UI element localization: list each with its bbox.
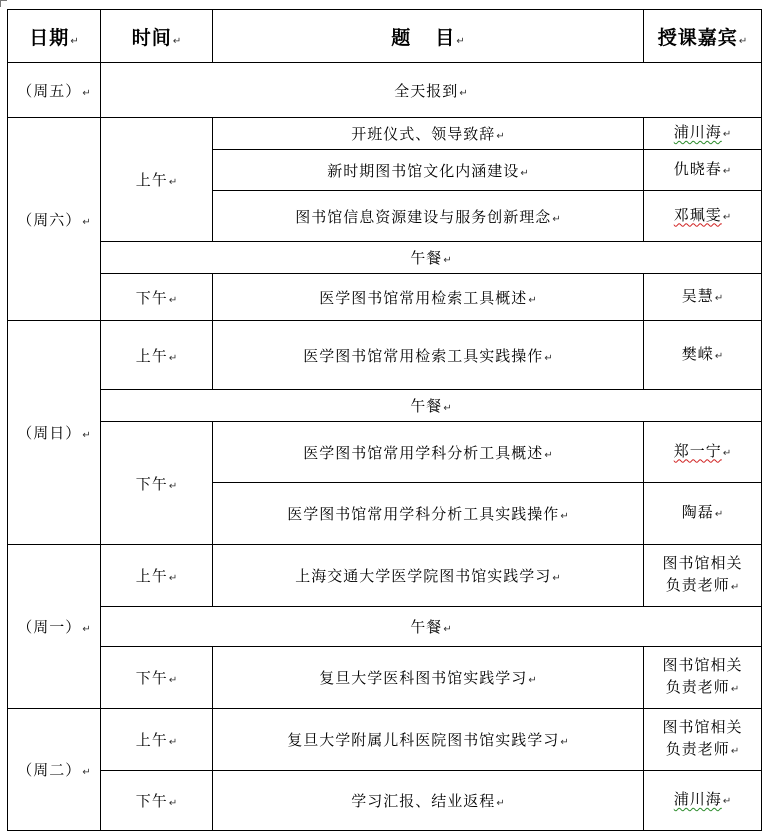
lecturer-cell: 樊嵘↵ [644, 321, 762, 390]
lecturer-cell: 图书馆相关 负责老师↵ [644, 709, 762, 771]
lunch-cell: 午餐↵ [101, 242, 762, 274]
table-row [8, 422, 762, 483]
lecturer-cell: 图书馆相关 负责老师↵ [644, 647, 762, 709]
table-row [8, 242, 762, 274]
topic-cell: 上海交通大学医学院图书馆实践学习↵ [213, 545, 644, 607]
lunch-cell: 午餐↵ [101, 607, 762, 647]
header-topic: 题 目↵ [213, 10, 644, 63]
table-row [8, 607, 762, 647]
time-cell-mon-pm: 下午↵ [101, 647, 213, 709]
header-row [8, 10, 762, 63]
table-row [8, 709, 762, 771]
time-cell-sun-pm: 下午↵ [101, 422, 213, 545]
document-corner-mark [0, 0, 7, 7]
lecturer-cell: 邓珮雯↵ [644, 191, 762, 242]
time-cell-tue-pm: 下午↵ [101, 771, 213, 831]
topic-cell: 学习汇报、结业返程↵ [213, 771, 644, 831]
lunch-cell: 午餐↵ [101, 390, 762, 422]
table-row [8, 647, 762, 709]
header-time: 时间↵ [101, 10, 213, 63]
table-row [8, 545, 762, 607]
table-row [8, 390, 762, 422]
lecturer-cell: 郑一宁↵ [644, 422, 762, 483]
registration-cell: 全天报到↵ [101, 63, 762, 118]
topic-cell: 复旦大学医科图书馆实践学习↵ [213, 647, 644, 709]
date-cell-mon: （周一）↵ [8, 545, 101, 709]
table-row [8, 771, 762, 831]
time-cell-sat-am: 上午↵ [101, 118, 213, 242]
lecturer-cell: 陶磊↵ [644, 483, 762, 545]
date-cell-sun: （周日）↵ [8, 321, 101, 545]
date-cell-tue: （周二）↵ [8, 709, 101, 831]
table-row [8, 118, 762, 150]
table-row [8, 63, 762, 118]
topic-cell: 图书馆信息资源建设与服务创新理念↵ [213, 191, 644, 242]
lecturer-cell: 仇晓春↵ [644, 150, 762, 191]
date-cell-fri: （周五）↵ [8, 63, 101, 118]
header-date: 日期↵ [8, 10, 101, 63]
time-cell-sat-pm: 下午↵ [101, 274, 213, 321]
lecturer-cell: 浦川海↵ [644, 118, 762, 150]
lecturer-cell: 吴慧↵ [644, 274, 762, 321]
topic-cell: 医学图书馆常用检索工具概述↵ [213, 274, 644, 321]
training-schedule-table [7, 9, 762, 831]
topic-cell: 医学图书馆常用学科分析工具概述↵ [213, 422, 644, 483]
topic-cell: 开班仪式、领导致辞↵ [213, 118, 644, 150]
time-cell-tue-am: 上午↵ [101, 709, 213, 771]
topic-cell: 新时期图书馆文化内涵建设↵ [213, 150, 644, 191]
lecturer-cell: 浦川海↵ [644, 771, 762, 831]
topic-cell: 医学图书馆常用学科分析工具实践操作↵ [213, 483, 644, 545]
table-row [8, 321, 762, 390]
topic-cell: 复旦大学附属儿科医院图书馆实践学习↵ [213, 709, 644, 771]
topic-cell: 医学图书馆常用检索工具实践操作↵ [213, 321, 644, 390]
time-cell-mon-am: 上午↵ [101, 545, 213, 607]
time-cell-sun-am: 上午↵ [101, 321, 213, 390]
header-lecturer: 授课嘉宾↵ [644, 10, 762, 63]
date-cell-sat: （周六）↵ [8, 118, 101, 321]
lecturer-cell: 图书馆相关 负责老师↵ [644, 545, 762, 607]
table-row [8, 274, 762, 321]
